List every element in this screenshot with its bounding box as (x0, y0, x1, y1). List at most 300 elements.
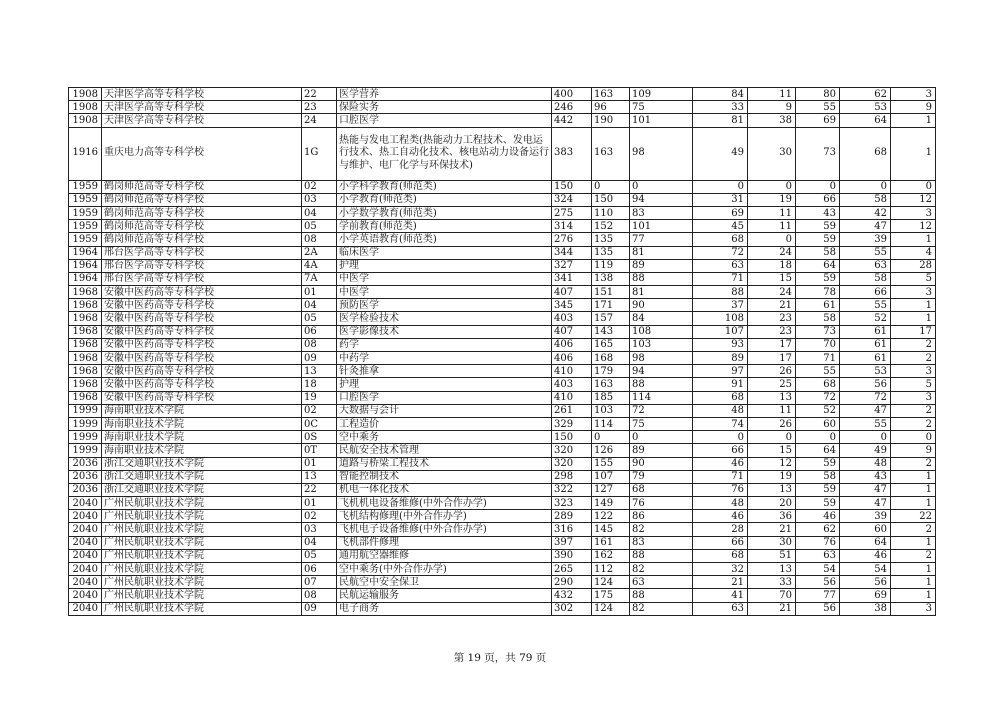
score-total-cell: 265 (552, 563, 592, 576)
score-b-cell: 98 (630, 352, 693, 365)
score-g-cell: 1 (891, 299, 936, 312)
score-f-cell: 48 (840, 457, 891, 470)
school-name-cell: 邢台医学高等专科学校 (102, 246, 302, 259)
score-b-cell: 88 (630, 589, 693, 602)
score-a-cell: 152 (592, 220, 630, 233)
major-name-cell: 电子商务 (337, 602, 552, 615)
table-row (69, 193, 936, 206)
score-d-cell: 13 (748, 483, 796, 496)
major-code-cell: 4A (302, 259, 337, 272)
score-total-cell: 302 (552, 602, 592, 615)
major-name-cell: 民航安全技术管理 (337, 444, 552, 457)
school-name-cell: 邢台医学高等专科学校 (102, 259, 302, 272)
score-e-cell: 58 (796, 470, 840, 483)
score-c-cell: 71 (693, 470, 748, 483)
major-code-cell: 01 (302, 497, 337, 510)
score-g-cell: 12 (891, 220, 936, 233)
score-a-cell: 151 (592, 286, 630, 299)
school-code-cell: 2036 (69, 483, 102, 496)
score-g-cell: 2 (891, 549, 936, 562)
score-g-cell: 1 (891, 536, 936, 549)
score-c-cell: 41 (693, 589, 748, 602)
score-b-cell: 94 (630, 365, 693, 378)
school-name-cell: 鹤岗师范高等专科学校 (102, 220, 302, 233)
score-b-cell: 72 (630, 404, 693, 417)
score-b-cell: 88 (630, 378, 693, 391)
table-row (69, 549, 936, 562)
score-b-cell: 75 (630, 417, 693, 430)
score-f-cell: 64 (840, 114, 891, 127)
score-total-cell: 290 (552, 576, 592, 589)
score-d-cell: 30 (748, 127, 796, 180)
score-total-cell: 383 (552, 127, 592, 180)
major-code-cell: 01 (302, 457, 337, 470)
score-g-cell: 3 (891, 365, 936, 378)
score-e-cell: 62 (796, 523, 840, 536)
score-f-cell: 49 (840, 444, 891, 457)
score-g-cell: 2 (891, 457, 936, 470)
major-name-cell: 智能控制技术 (337, 470, 552, 483)
score-e-cell: 60 (796, 417, 840, 430)
table-row (69, 391, 936, 404)
table-row (69, 101, 936, 114)
score-b-cell: 88 (630, 549, 693, 562)
major-name-cell: 机电一体化技术 (337, 483, 552, 496)
score-c-cell: 69 (693, 206, 748, 219)
score-a-cell: 190 (592, 114, 630, 127)
score-d-cell: 51 (748, 549, 796, 562)
score-total-cell: 329 (552, 417, 592, 430)
score-b-cell: 82 (630, 602, 693, 615)
score-c-cell: 48 (693, 497, 748, 510)
school-code-cell: 1916 (69, 127, 102, 180)
major-name-cell: 针灸推拿 (337, 365, 552, 378)
major-name-cell: 热能与发电工程类(热能动力工程技术、发电运行技术、热工自动化技术、核电站动力设备运行与维护、电厂化学与环保技术) (337, 127, 552, 180)
score-d-cell: 38 (748, 114, 796, 127)
major-name-cell: 通用航空器维修 (337, 549, 552, 562)
score-c-cell: 107 (693, 325, 748, 338)
score-b-cell: 63 (630, 576, 693, 589)
table-row (69, 233, 936, 246)
score-g-cell: 0 (891, 180, 936, 193)
score-c-cell: 81 (693, 114, 748, 127)
score-c-cell: 71 (693, 272, 748, 285)
score-total-cell: 322 (552, 483, 592, 496)
score-f-cell: 0 (840, 180, 891, 193)
major-name-cell: 中药学 (337, 352, 552, 365)
score-b-cell: 94 (630, 193, 693, 206)
score-b-cell: 101 (630, 114, 693, 127)
score-total-cell: 406 (552, 352, 592, 365)
score-b-cell: 81 (630, 246, 693, 259)
table-row (69, 602, 936, 615)
school-code-cell: 2040 (69, 523, 102, 536)
table-row (69, 338, 936, 351)
score-d-cell: 15 (748, 444, 796, 457)
score-c-cell: 46 (693, 510, 748, 523)
major-name-cell: 飞机电子设备维修(中外合作办学) (337, 523, 552, 536)
major-code-cell: 0T (302, 444, 337, 457)
school-name-cell: 鹤岗师范高等专科学校 (102, 233, 302, 246)
score-f-cell: 47 (840, 220, 891, 233)
score-c-cell: 31 (693, 193, 748, 206)
school-code-cell: 1999 (69, 444, 102, 457)
score-e-cell: 66 (796, 193, 840, 206)
major-code-cell: 05 (302, 220, 337, 233)
major-code-cell: 03 (302, 193, 337, 206)
school-code-cell: 2036 (69, 457, 102, 470)
score-a-cell: 157 (592, 312, 630, 325)
score-total-cell: 397 (552, 536, 592, 549)
score-a-cell: 135 (592, 246, 630, 259)
major-code-cell: 07 (302, 576, 337, 589)
score-g-cell: 1 (891, 114, 936, 127)
major-name-cell: 医学检验技术 (337, 312, 552, 325)
table-row (69, 378, 936, 391)
score-e-cell: 64 (796, 259, 840, 272)
score-c-cell: 46 (693, 457, 748, 470)
school-code-cell: 1959 (69, 180, 102, 193)
score-g-cell: 3 (891, 602, 936, 615)
school-name-cell: 广州民航职业技术学院 (102, 536, 302, 549)
score-f-cell: 61 (840, 325, 891, 338)
table-row (69, 431, 936, 444)
score-d-cell: 9 (748, 101, 796, 114)
score-g-cell: 22 (891, 510, 936, 523)
score-a-cell: 163 (592, 378, 630, 391)
score-total-cell: 403 (552, 312, 592, 325)
score-g-cell: 1 (891, 497, 936, 510)
major-code-cell: 02 (302, 510, 337, 523)
school-code-cell: 1959 (69, 206, 102, 219)
school-code-cell: 1959 (69, 220, 102, 233)
score-a-cell: 112 (592, 563, 630, 576)
table-row (69, 589, 936, 602)
score-d-cell: 13 (748, 563, 796, 576)
major-code-cell: 0S (302, 431, 337, 444)
table-row (69, 470, 936, 483)
score-b-cell: 0 (630, 180, 693, 193)
major-name-cell: 小学数学教育(师范类) (337, 206, 552, 219)
school-name-cell: 海南职业技术学院 (102, 404, 302, 417)
score-g-cell: 5 (891, 378, 936, 391)
table-row (69, 114, 936, 127)
school-name-cell: 安徽中医药高等专科学校 (102, 338, 302, 351)
score-e-cell: 59 (796, 233, 840, 246)
score-a-cell: 0 (592, 180, 630, 193)
table-row (69, 404, 936, 417)
school-code-cell: 1908 (69, 114, 102, 127)
school-code-cell: 1959 (69, 193, 102, 206)
score-total-cell: 323 (552, 497, 592, 510)
score-b-cell: 86 (630, 510, 693, 523)
school-name-cell: 安徽中医药高等专科学校 (102, 286, 302, 299)
major-code-cell: 02 (302, 404, 337, 417)
score-f-cell: 38 (840, 602, 891, 615)
score-b-cell: 88 (630, 272, 693, 285)
school-code-cell: 1968 (69, 352, 102, 365)
score-a-cell: 171 (592, 299, 630, 312)
score-d-cell: 24 (748, 286, 796, 299)
score-g-cell: 1 (891, 563, 936, 576)
major-name-cell: 学前教育(师范类) (337, 220, 552, 233)
major-code-cell: 06 (302, 325, 337, 338)
score-c-cell: 49 (693, 127, 748, 180)
school-code-cell: 1968 (69, 378, 102, 391)
table-row (69, 523, 936, 536)
major-code-cell: 02 (302, 180, 337, 193)
score-a-cell: 175 (592, 589, 630, 602)
score-g-cell: 0 (891, 431, 936, 444)
score-d-cell: 19 (748, 470, 796, 483)
score-f-cell: 56 (840, 378, 891, 391)
score-d-cell: 26 (748, 417, 796, 430)
score-a-cell: 122 (592, 510, 630, 523)
major-name-cell: 小学英语教育(师范类) (337, 233, 552, 246)
score-c-cell: 0 (693, 431, 748, 444)
school-code-cell: 2040 (69, 510, 102, 523)
score-d-cell: 17 (748, 338, 796, 351)
score-f-cell: 56 (840, 576, 891, 589)
score-total-cell: 410 (552, 391, 592, 404)
school-code-cell: 1964 (69, 259, 102, 272)
score-g-cell: 9 (891, 444, 936, 457)
score-f-cell: 72 (840, 391, 891, 404)
table-row (69, 127, 936, 180)
score-a-cell: 165 (592, 338, 630, 351)
school-code-cell: 1968 (69, 312, 102, 325)
score-d-cell: 23 (748, 312, 796, 325)
major-code-cell: 06 (302, 563, 337, 576)
school-name-cell: 鹤岗师范高等专科学校 (102, 193, 302, 206)
school-code-cell: 2040 (69, 563, 102, 576)
school-code-cell: 1908 (69, 101, 102, 114)
score-d-cell: 70 (748, 589, 796, 602)
major-name-cell: 中医学 (337, 286, 552, 299)
school-name-cell: 重庆电力高等专科学校 (102, 127, 302, 180)
score-a-cell: 124 (592, 576, 630, 589)
score-e-cell: 56 (796, 576, 840, 589)
school-name-cell: 广州民航职业技术学院 (102, 576, 302, 589)
school-code-cell: 2040 (69, 497, 102, 510)
score-c-cell: 28 (693, 523, 748, 536)
major-name-cell: 口腔医学 (337, 391, 552, 404)
score-f-cell: 55 (840, 246, 891, 259)
score-c-cell: 93 (693, 338, 748, 351)
major-code-cell: 08 (302, 233, 337, 246)
score-d-cell: 18 (748, 259, 796, 272)
score-total-cell: 403 (552, 378, 592, 391)
score-e-cell: 64 (796, 444, 840, 457)
score-e-cell: 46 (796, 510, 840, 523)
score-b-cell: 82 (630, 563, 693, 576)
score-f-cell: 54 (840, 563, 891, 576)
table-row (69, 246, 936, 259)
score-b-cell: 0 (630, 431, 693, 444)
table-row (69, 259, 936, 272)
score-total-cell: 275 (552, 206, 592, 219)
school-code-cell: 1968 (69, 365, 102, 378)
score-d-cell: 0 (748, 180, 796, 193)
major-name-cell: 保险实务 (337, 101, 552, 114)
score-g-cell: 2 (891, 338, 936, 351)
score-f-cell: 60 (840, 523, 891, 536)
score-f-cell: 39 (840, 233, 891, 246)
score-g-cell: 3 (891, 206, 936, 219)
score-b-cell: 101 (630, 220, 693, 233)
score-f-cell: 43 (840, 470, 891, 483)
major-code-cell: 04 (302, 206, 337, 219)
major-name-cell: 临床医学 (337, 246, 552, 259)
score-f-cell: 58 (840, 272, 891, 285)
score-e-cell: 77 (796, 589, 840, 602)
school-code-cell: 1968 (69, 299, 102, 312)
school-name-cell: 浙江交通职业技术学院 (102, 483, 302, 496)
score-f-cell: 61 (840, 338, 891, 351)
score-total-cell: 316 (552, 523, 592, 536)
score-g-cell: 2 (891, 417, 936, 430)
score-a-cell: 127 (592, 483, 630, 496)
major-name-cell: 道路与桥梁工程技术 (337, 457, 552, 470)
score-a-cell: 185 (592, 391, 630, 404)
score-total-cell: 314 (552, 220, 592, 233)
score-e-cell: 0 (796, 431, 840, 444)
school-code-cell: 2040 (69, 549, 102, 562)
score-g-cell: 1 (891, 483, 936, 496)
score-d-cell: 11 (748, 404, 796, 417)
school-name-cell: 安徽中医药高等专科学校 (102, 391, 302, 404)
school-name-cell: 天津医学高等专科学校 (102, 101, 302, 114)
score-g-cell: 2 (891, 352, 936, 365)
score-a-cell: 161 (592, 536, 630, 549)
score-c-cell: 33 (693, 101, 748, 114)
school-name-cell: 广州民航职业技术学院 (102, 523, 302, 536)
table-row (69, 576, 936, 589)
table-row (69, 325, 936, 338)
school-name-cell: 鹤岗师范高等专科学校 (102, 180, 302, 193)
school-code-cell: 1968 (69, 391, 102, 404)
score-f-cell: 64 (840, 536, 891, 549)
score-c-cell: 97 (693, 365, 748, 378)
score-total-cell: 345 (552, 299, 592, 312)
score-c-cell: 68 (693, 391, 748, 404)
score-e-cell: 76 (796, 536, 840, 549)
score-total-cell: 406 (552, 338, 592, 351)
major-code-cell: 24 (302, 114, 337, 127)
score-a-cell: 96 (592, 101, 630, 114)
score-g-cell: 2 (891, 523, 936, 536)
score-c-cell: 74 (693, 417, 748, 430)
score-b-cell: 84 (630, 312, 693, 325)
school-name-cell: 广州民航职业技术学院 (102, 563, 302, 576)
score-total-cell: 320 (552, 457, 592, 470)
major-code-cell: 01 (302, 286, 337, 299)
score-b-cell: 90 (630, 299, 693, 312)
score-e-cell: 63 (796, 549, 840, 562)
major-code-cell: 03 (302, 523, 337, 536)
table-row (69, 563, 936, 576)
school-code-cell: 1968 (69, 325, 102, 338)
score-d-cell: 0 (748, 431, 796, 444)
score-f-cell: 62 (840, 88, 891, 101)
score-d-cell: 21 (748, 299, 796, 312)
school-name-cell: 安徽中医药高等专科学校 (102, 325, 302, 338)
score-f-cell: 0 (840, 431, 891, 444)
score-a-cell: 149 (592, 497, 630, 510)
score-total-cell: 410 (552, 365, 592, 378)
major-name-cell: 空中乘务 (337, 431, 552, 444)
score-g-cell: 3 (891, 88, 936, 101)
score-d-cell: 25 (748, 378, 796, 391)
school-code-cell: 2040 (69, 536, 102, 549)
major-name-cell: 护理 (337, 259, 552, 272)
score-b-cell: 98 (630, 127, 693, 180)
score-e-cell: 58 (796, 312, 840, 325)
score-g-cell: 1 (891, 233, 936, 246)
score-f-cell: 61 (840, 352, 891, 365)
school-code-cell: 1968 (69, 286, 102, 299)
score-a-cell: 155 (592, 457, 630, 470)
score-g-cell: 1 (891, 576, 936, 589)
score-g-cell: 1 (891, 127, 936, 180)
major-code-cell: 13 (302, 470, 337, 483)
major-name-cell: 飞机结构修理(中外合作办学) (337, 510, 552, 523)
score-d-cell: 15 (748, 272, 796, 285)
school-name-cell: 海南职业技术学院 (102, 444, 302, 457)
score-total-cell: 344 (552, 246, 592, 259)
major-code-cell: 22 (302, 483, 337, 496)
score-f-cell: 53 (840, 101, 891, 114)
score-d-cell: 26 (748, 365, 796, 378)
major-code-cell: 19 (302, 391, 337, 404)
score-total-cell: 327 (552, 259, 592, 272)
table-row (69, 444, 936, 457)
table-row (69, 483, 936, 496)
score-a-cell: 162 (592, 549, 630, 562)
score-g-cell: 1 (891, 589, 936, 602)
score-c-cell: 63 (693, 259, 748, 272)
table-row (69, 88, 936, 101)
table-row (69, 180, 936, 193)
school-name-cell: 广州民航职业技术学院 (102, 589, 302, 602)
school-code-cell: 1999 (69, 431, 102, 444)
score-c-cell: 48 (693, 404, 748, 417)
school-name-cell: 天津医学高等专科学校 (102, 88, 302, 101)
school-code-cell: 1968 (69, 338, 102, 351)
score-f-cell: 58 (840, 193, 891, 206)
major-code-cell: 7A (302, 272, 337, 285)
score-c-cell: 68 (693, 549, 748, 562)
major-code-cell: 1G (302, 127, 337, 180)
score-f-cell: 55 (840, 417, 891, 430)
table-row (69, 365, 936, 378)
score-a-cell: 103 (592, 404, 630, 417)
table-row (69, 299, 936, 312)
score-f-cell: 46 (840, 549, 891, 562)
major-code-cell: 13 (302, 365, 337, 378)
school-name-cell: 广州民航职业技术学院 (102, 602, 302, 615)
score-b-cell: 83 (630, 536, 693, 549)
school-code-cell: 1964 (69, 246, 102, 259)
score-total-cell: 341 (552, 272, 592, 285)
table-row (69, 536, 936, 549)
major-code-cell: 2A (302, 246, 337, 259)
score-f-cell: 66 (840, 286, 891, 299)
score-total-cell: 432 (552, 589, 592, 602)
score-b-cell: 82 (630, 523, 693, 536)
score-a-cell: 110 (592, 206, 630, 219)
score-total-cell: 442 (552, 114, 592, 127)
